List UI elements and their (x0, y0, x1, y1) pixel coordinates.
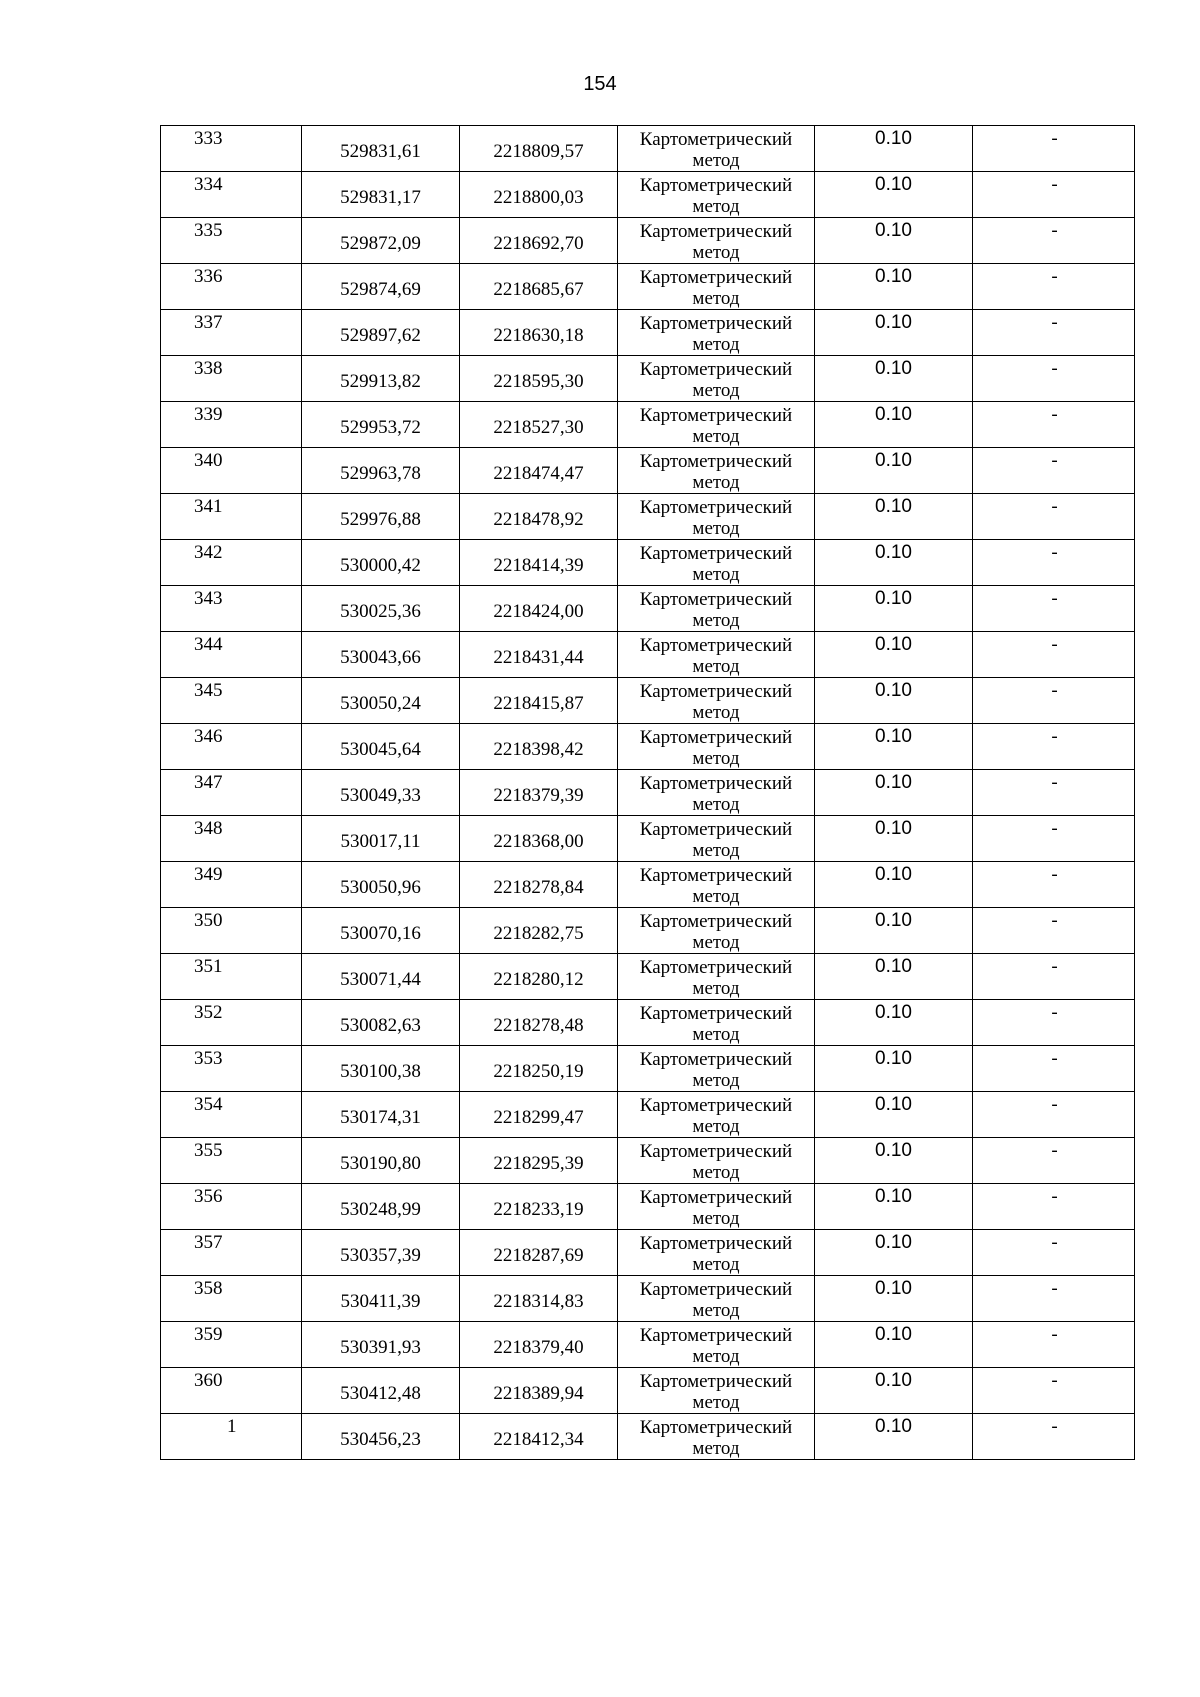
table-row (161, 356, 1135, 402)
method-line-2: метод (692, 656, 740, 677)
method-cell (618, 310, 815, 356)
method-line-2: метод (692, 610, 740, 631)
table-row (161, 816, 1135, 862)
method-line-2: метод (692, 564, 740, 585)
table-row (161, 1000, 1135, 1046)
y-coordinate-cell: 2218282,75 (460, 908, 618, 954)
y-coordinate-cell: 2218250,19 (460, 1046, 618, 1092)
description-cell: - (973, 1368, 1135, 1414)
method-line-2: метод (692, 518, 740, 539)
point-number-cell: 351 (161, 954, 302, 1000)
method-cell (618, 1414, 815, 1460)
table-row (161, 126, 1135, 172)
method-line-2: метод (692, 472, 740, 493)
method-line-2: метод (692, 748, 740, 769)
method-cell (618, 1000, 815, 1046)
x-coordinate-cell: 530082,63 (302, 1000, 460, 1046)
description-cell: - (973, 1230, 1135, 1276)
x-coordinate-cell: 530190,80 (302, 1138, 460, 1184)
table-row (161, 678, 1135, 724)
x-coordinate-cell: 530070,16 (302, 908, 460, 954)
accuracy-cell: 0.10 (815, 1322, 973, 1368)
method-line-1: Картометрический (639, 1417, 793, 1438)
point-number-cell: 353 (161, 1046, 302, 1092)
point-number-cell: 336 (161, 264, 302, 310)
x-coordinate-cell: 529872,09 (302, 218, 460, 264)
accuracy-cell: 0.10 (815, 356, 973, 402)
description-cell: - (973, 632, 1135, 678)
y-coordinate-cell: 2218474,47 (460, 448, 618, 494)
y-coordinate-cell: 2218314,83 (460, 1276, 618, 1322)
accuracy-cell: 0.10 (815, 724, 973, 770)
accuracy-cell: 0.10 (815, 1046, 973, 1092)
method-cell (618, 954, 815, 1000)
method-cell (618, 1138, 815, 1184)
accuracy-cell: 0.10 (815, 632, 973, 678)
y-coordinate-cell: 2218389,94 (460, 1368, 618, 1414)
accuracy-cell: 0.10 (815, 402, 973, 448)
table-row (161, 264, 1135, 310)
table-row (161, 1276, 1135, 1322)
method-line-1: Картометрический (639, 1003, 793, 1024)
y-coordinate-cell: 2218379,40 (460, 1322, 618, 1368)
point-number-cell: 1 (161, 1414, 302, 1460)
table-row (161, 218, 1135, 264)
x-coordinate-cell: 529913,82 (302, 356, 460, 402)
method-line-2: метод (692, 426, 740, 447)
method-cell (618, 862, 815, 908)
description-cell: - (973, 448, 1135, 494)
point-number-cell: 357 (161, 1230, 302, 1276)
method-line-2: метод (692, 150, 740, 171)
point-number-cell: 339 (161, 402, 302, 448)
point-number-cell: 346 (161, 724, 302, 770)
description-cell: - (973, 954, 1135, 1000)
method-cell (618, 402, 815, 448)
x-coordinate-cell: 530411,39 (302, 1276, 460, 1322)
method-cell (618, 1230, 815, 1276)
description-cell: - (973, 356, 1135, 402)
method-line-1: Картометрический (639, 727, 793, 748)
method-line-2: метод (692, 1346, 740, 1367)
coordinates-table-body (161, 126, 1135, 1460)
table-row (161, 1092, 1135, 1138)
table-row (161, 540, 1135, 586)
method-cell (618, 1322, 815, 1368)
accuracy-cell: 0.10 (815, 310, 973, 356)
description-cell: - (973, 908, 1135, 954)
method-cell (618, 1092, 815, 1138)
method-line-1: Картометрический (639, 1233, 793, 1254)
table-row (161, 1046, 1135, 1092)
x-coordinate-cell: 529831,61 (302, 126, 460, 172)
method-line-1: Картометрический (639, 1187, 793, 1208)
method-line-1: Картометрический (639, 1279, 793, 1300)
method-line-2: метод (692, 288, 740, 309)
page-number: 154 (583, 73, 617, 95)
description-cell: - (973, 724, 1135, 770)
method-cell (618, 1368, 815, 1414)
method-line-2: метод (692, 1024, 740, 1045)
table-row (161, 724, 1135, 770)
method-line-1: Картометрический (639, 1095, 793, 1116)
x-coordinate-cell: 530050,24 (302, 678, 460, 724)
point-number-cell: 349 (161, 862, 302, 908)
y-coordinate-cell: 2218415,87 (460, 678, 618, 724)
description-cell: - (973, 1414, 1135, 1460)
x-coordinate-cell: 529963,78 (302, 448, 460, 494)
table-row (161, 1230, 1135, 1276)
y-coordinate-cell: 2218692,70 (460, 218, 618, 264)
accuracy-cell: 0.10 (815, 1368, 973, 1414)
method-cell (618, 540, 815, 586)
accuracy-cell: 0.10 (815, 1414, 973, 1460)
x-coordinate-cell: 530045,64 (302, 724, 460, 770)
method-line-1: Картометрический (639, 221, 793, 242)
accuracy-cell: 0.10 (815, 1092, 973, 1138)
method-line-2: метод (692, 978, 740, 999)
method-line-1: Картометрический (639, 957, 793, 978)
method-line-1: Картометрический (639, 497, 793, 518)
y-coordinate-cell: 2218800,03 (460, 172, 618, 218)
point-number-cell: 352 (161, 1000, 302, 1046)
table-row (161, 1368, 1135, 1414)
x-coordinate-cell: 530049,33 (302, 770, 460, 816)
point-number-cell: 359 (161, 1322, 302, 1368)
accuracy-cell: 0.10 (815, 264, 973, 310)
y-coordinate-cell: 2218412,34 (460, 1414, 618, 1460)
description-cell: - (973, 816, 1135, 862)
table-row (161, 310, 1135, 356)
description-cell: - (973, 172, 1135, 218)
accuracy-cell: 0.10 (815, 586, 973, 632)
accuracy-cell: 0.10 (815, 540, 973, 586)
method-cell (618, 264, 815, 310)
y-coordinate-cell: 2218630,18 (460, 310, 618, 356)
method-line-2: метод (692, 242, 740, 263)
method-cell (618, 1276, 815, 1322)
table-row (161, 1322, 1135, 1368)
y-coordinate-cell: 2218595,30 (460, 356, 618, 402)
method-line-2: метод (692, 1300, 740, 1321)
table-row (161, 448, 1135, 494)
y-coordinate-cell: 2218299,47 (460, 1092, 618, 1138)
table-row (161, 586, 1135, 632)
description-cell: - (973, 1184, 1135, 1230)
point-number-cell: 356 (161, 1184, 302, 1230)
accuracy-cell: 0.10 (815, 908, 973, 954)
x-coordinate-cell: 529874,69 (302, 264, 460, 310)
method-line-2: метод (692, 1208, 740, 1229)
method-line-2: метод (692, 1116, 740, 1137)
method-cell (618, 356, 815, 402)
table-row (161, 862, 1135, 908)
point-number-cell: 350 (161, 908, 302, 954)
point-number-cell: 333 (161, 126, 302, 172)
y-coordinate-cell: 2218295,39 (460, 1138, 618, 1184)
accuracy-cell: 0.10 (815, 1276, 973, 1322)
accuracy-cell: 0.10 (815, 172, 973, 218)
point-number-cell: 354 (161, 1092, 302, 1138)
table-row (161, 908, 1135, 954)
y-coordinate-cell: 2218527,30 (460, 402, 618, 448)
method-line-1: Картометрический (639, 451, 793, 472)
y-coordinate-cell: 2218287,69 (460, 1230, 618, 1276)
method-cell (618, 1046, 815, 1092)
point-number-cell: 340 (161, 448, 302, 494)
description-cell: - (973, 1276, 1135, 1322)
table-row (161, 1414, 1135, 1460)
x-coordinate-cell: 530025,36 (302, 586, 460, 632)
method-line-2: метод (692, 932, 740, 953)
description-cell: - (973, 1092, 1135, 1138)
table-row (161, 172, 1135, 218)
method-line-1: Картометрический (639, 359, 793, 380)
point-number-cell: 334 (161, 172, 302, 218)
method-cell (618, 1184, 815, 1230)
accuracy-cell: 0.10 (815, 1000, 973, 1046)
point-number-cell: 345 (161, 678, 302, 724)
method-cell (618, 494, 815, 540)
description-cell: - (973, 678, 1135, 724)
x-coordinate-cell: 530017,11 (302, 816, 460, 862)
description-cell: - (973, 540, 1135, 586)
accuracy-cell: 0.10 (815, 816, 973, 862)
description-cell: - (973, 264, 1135, 310)
method-line-1: Картометрический (639, 405, 793, 426)
method-line-1: Картометрический (639, 313, 793, 334)
table-row (161, 954, 1135, 1000)
y-coordinate-cell: 2218424,00 (460, 586, 618, 632)
y-coordinate-cell: 2218379,39 (460, 770, 618, 816)
point-number-cell: 335 (161, 218, 302, 264)
accuracy-cell: 0.10 (815, 678, 973, 724)
method-cell (618, 908, 815, 954)
method-line-1: Картометрический (639, 911, 793, 932)
method-line-2: метод (692, 380, 740, 401)
description-cell: - (973, 1138, 1135, 1184)
method-line-1: Картометрический (639, 1141, 793, 1162)
method-cell (618, 218, 815, 264)
point-number-cell: 360 (161, 1368, 302, 1414)
coordinates-table (160, 125, 1135, 1460)
x-coordinate-cell: 530391,93 (302, 1322, 460, 1368)
method-line-1: Картометрический (639, 681, 793, 702)
method-line-1: Картометрический (639, 1371, 793, 1392)
description-cell: - (973, 126, 1135, 172)
description-cell: - (973, 310, 1135, 356)
point-number-cell: 342 (161, 540, 302, 586)
method-line-2: метод (692, 1162, 740, 1183)
accuracy-cell: 0.10 (815, 1184, 973, 1230)
x-coordinate-cell: 529953,72 (302, 402, 460, 448)
accuracy-cell: 0.10 (815, 770, 973, 816)
point-number-cell: 355 (161, 1138, 302, 1184)
y-coordinate-cell: 2218431,44 (460, 632, 618, 678)
x-coordinate-cell: 529897,62 (302, 310, 460, 356)
description-cell: - (973, 770, 1135, 816)
method-line-1: Картометрический (639, 773, 793, 794)
x-coordinate-cell: 530248,99 (302, 1184, 460, 1230)
method-line-1: Картометрический (639, 1049, 793, 1070)
method-line-2: метод (692, 334, 740, 355)
y-coordinate-cell: 2218478,92 (460, 494, 618, 540)
x-coordinate-cell: 530456,23 (302, 1414, 460, 1460)
x-coordinate-cell: 530050,96 (302, 862, 460, 908)
x-coordinate-cell: 529831,17 (302, 172, 460, 218)
accuracy-cell: 0.10 (815, 218, 973, 264)
y-coordinate-cell: 2218368,00 (460, 816, 618, 862)
description-cell: - (973, 862, 1135, 908)
x-coordinate-cell: 529976,88 (302, 494, 460, 540)
description-cell: - (973, 494, 1135, 540)
point-number-cell: 337 (161, 310, 302, 356)
description-cell: - (973, 586, 1135, 632)
accuracy-cell: 0.10 (815, 954, 973, 1000)
y-coordinate-cell: 2218233,19 (460, 1184, 618, 1230)
description-cell: - (973, 1000, 1135, 1046)
method-line-2: метод (692, 1438, 740, 1459)
point-number-cell: 344 (161, 632, 302, 678)
x-coordinate-cell: 530357,39 (302, 1230, 460, 1276)
x-coordinate-cell: 530412,48 (302, 1368, 460, 1414)
method-line-2: метод (692, 1254, 740, 1275)
accuracy-cell: 0.10 (815, 494, 973, 540)
table-row (161, 1138, 1135, 1184)
point-number-cell: 358 (161, 1276, 302, 1322)
method-line-2: метод (692, 886, 740, 907)
method-cell (618, 724, 815, 770)
table-row (161, 1184, 1135, 1230)
x-coordinate-cell: 530174,31 (302, 1092, 460, 1138)
table-row (161, 632, 1135, 678)
method-cell (618, 632, 815, 678)
method-line-1: Картометрический (639, 819, 793, 840)
y-coordinate-cell: 2218280,12 (460, 954, 618, 1000)
method-line-1: Картометрический (639, 175, 793, 196)
method-line-2: метод (692, 1392, 740, 1413)
x-coordinate-cell: 530071,44 (302, 954, 460, 1000)
method-cell (618, 448, 815, 494)
table-row (161, 494, 1135, 540)
point-number-cell: 341 (161, 494, 302, 540)
description-cell: - (973, 1322, 1135, 1368)
description-cell: - (973, 218, 1135, 264)
method-line-2: метод (692, 840, 740, 861)
x-coordinate-cell: 530000,42 (302, 540, 460, 586)
accuracy-cell: 0.10 (815, 862, 973, 908)
accuracy-cell: 0.10 (815, 126, 973, 172)
description-cell: - (973, 402, 1135, 448)
accuracy-cell: 0.10 (815, 1230, 973, 1276)
method-line-1: Картометрический (639, 1325, 793, 1346)
x-coordinate-cell: 530043,66 (302, 632, 460, 678)
method-cell (618, 172, 815, 218)
method-line-1: Картометрический (639, 589, 793, 610)
description-cell: - (973, 1046, 1135, 1092)
point-number-cell: 343 (161, 586, 302, 632)
table-row (161, 402, 1135, 448)
method-line-1: Картометрический (639, 865, 793, 886)
y-coordinate-cell: 2218685,67 (460, 264, 618, 310)
point-number-cell: 338 (161, 356, 302, 402)
method-line-1: Картометрический (639, 635, 793, 656)
method-cell (618, 816, 815, 862)
accuracy-cell: 0.10 (815, 1138, 973, 1184)
accuracy-cell: 0.10 (815, 448, 973, 494)
table-row (161, 770, 1135, 816)
x-coordinate-cell: 530100,38 (302, 1046, 460, 1092)
y-coordinate-cell: 2218414,39 (460, 540, 618, 586)
method-line-2: метод (692, 1070, 740, 1091)
y-coordinate-cell: 2218809,57 (460, 126, 618, 172)
y-coordinate-cell: 2218278,84 (460, 862, 618, 908)
method-line-2: метод (692, 196, 740, 217)
method-line-1: Картометрический (639, 129, 793, 150)
y-coordinate-cell: 2218278,48 (460, 1000, 618, 1046)
method-line-1: Картометрический (639, 543, 793, 564)
method-cell (618, 770, 815, 816)
point-number-cell: 348 (161, 816, 302, 862)
method-line-2: метод (692, 702, 740, 723)
point-number-cell: 347 (161, 770, 302, 816)
method-line-2: метод (692, 794, 740, 815)
method-cell (618, 586, 815, 632)
method-line-1: Картометрический (639, 267, 793, 288)
method-cell (618, 126, 815, 172)
y-coordinate-cell: 2218398,42 (460, 724, 618, 770)
method-cell (618, 678, 815, 724)
